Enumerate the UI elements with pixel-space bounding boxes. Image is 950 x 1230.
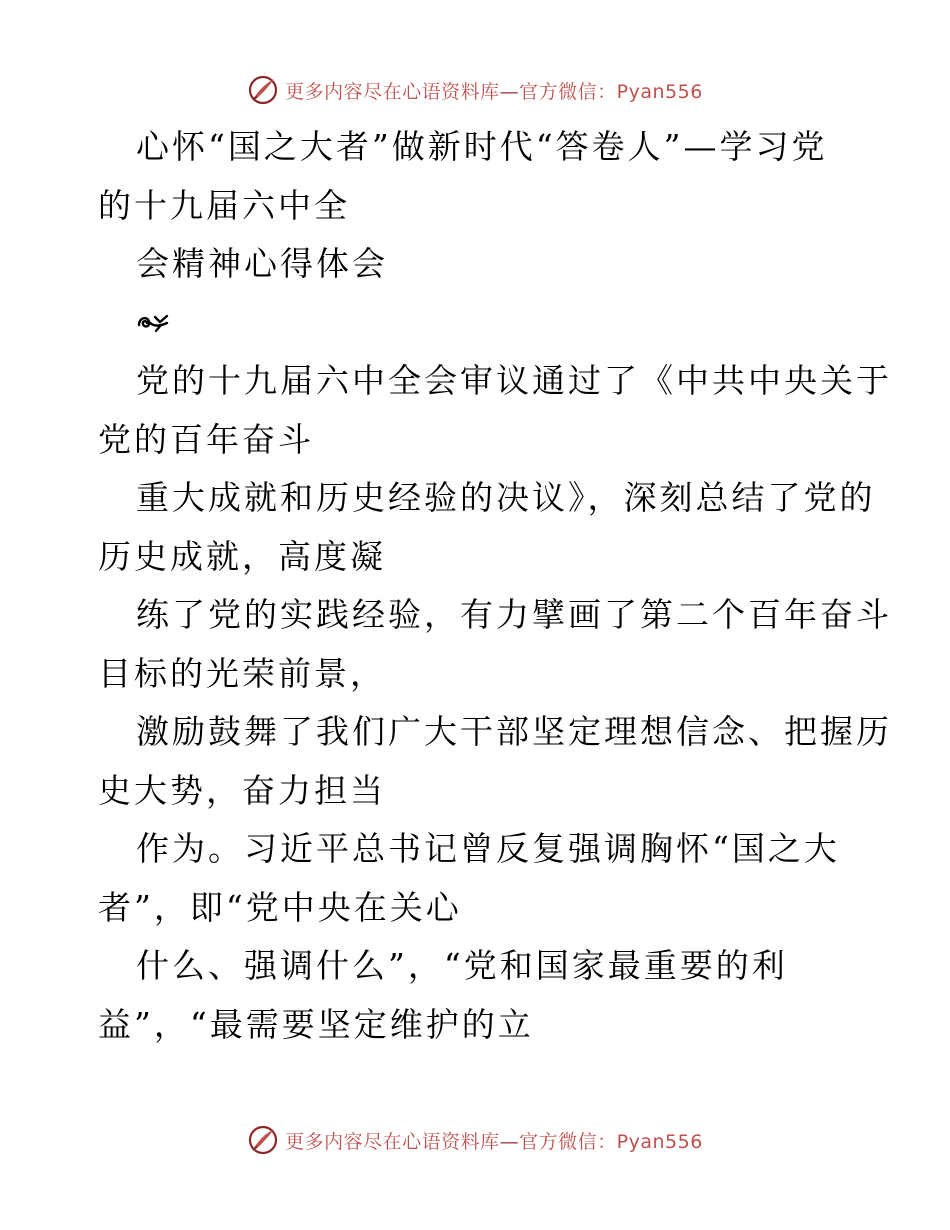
- swirl-ornament-icon: [136, 311, 170, 335]
- footer-dash: —: [499, 1130, 520, 1153]
- footer-banner: [0, 1120, 950, 1160]
- paragraph-line-1: 党的十九届六中全会审议通过了《中共中央关于: [136, 361, 892, 400]
- title-line-3: 会精神心得体会: [136, 244, 388, 283]
- document-body: [98, 118, 892, 1054]
- footer-wechat: 官方微信：Pyan556: [519, 1130, 703, 1153]
- paragraph-line-2: 党的百年奋斗: [98, 419, 314, 459]
- paragraph-line-3: 重大成就和历史经验的决议》，深刻总结了党的: [136, 478, 876, 517]
- header-banner-content: [247, 74, 703, 106]
- footer-site-name: 更多内容尽在心语资料库: [285, 1130, 500, 1153]
- paragraph-line-10: 者”，即“党中央在关心: [98, 887, 462, 927]
- paragraph-line-6: 目标的光荣前景，: [98, 653, 386, 693]
- paragraph-line-8: 史大势，奋力担当: [98, 770, 386, 810]
- banner-dash: —: [499, 80, 520, 103]
- header-banner: [0, 70, 950, 110]
- paragraph-line-7: 激励鼓舞了我们广大干部坚定理想信念、把握历: [136, 712, 892, 751]
- footer-banner-content: [247, 1124, 703, 1156]
- paragraph-line-5: 练了党的实践经验，有力擘画了第二个百年奋斗: [136, 595, 892, 634]
- quill-logo-icon: [247, 74, 279, 106]
- banner-site-name: 更多内容尽在心语资料库: [285, 80, 500, 103]
- paragraph-line-4: 历史成就，高度凝: [98, 536, 386, 576]
- header-banner-text: [285, 77, 703, 104]
- paragraph-line-11: 什么、强调什么”，“党和国家最重要的利: [136, 946, 788, 985]
- quill-logo-icon: [247, 1124, 279, 1156]
- ornament-row: [98, 294, 858, 353]
- title-line-1: 心怀“国之大者”做新时代“答卷人”—学习党: [136, 127, 828, 166]
- paragraph-line-12: 益”，“最需要坚定维护的立: [98, 1004, 534, 1044]
- paragraph-line-9: 作为。习近平总书记曾反复强调胸怀“国之大: [136, 829, 840, 868]
- banner-wechat: 官方微信：Pyan556: [519, 80, 703, 103]
- footer-banner-text: [285, 1127, 703, 1154]
- title-line-2: 的十九届六中全: [98, 185, 350, 225]
